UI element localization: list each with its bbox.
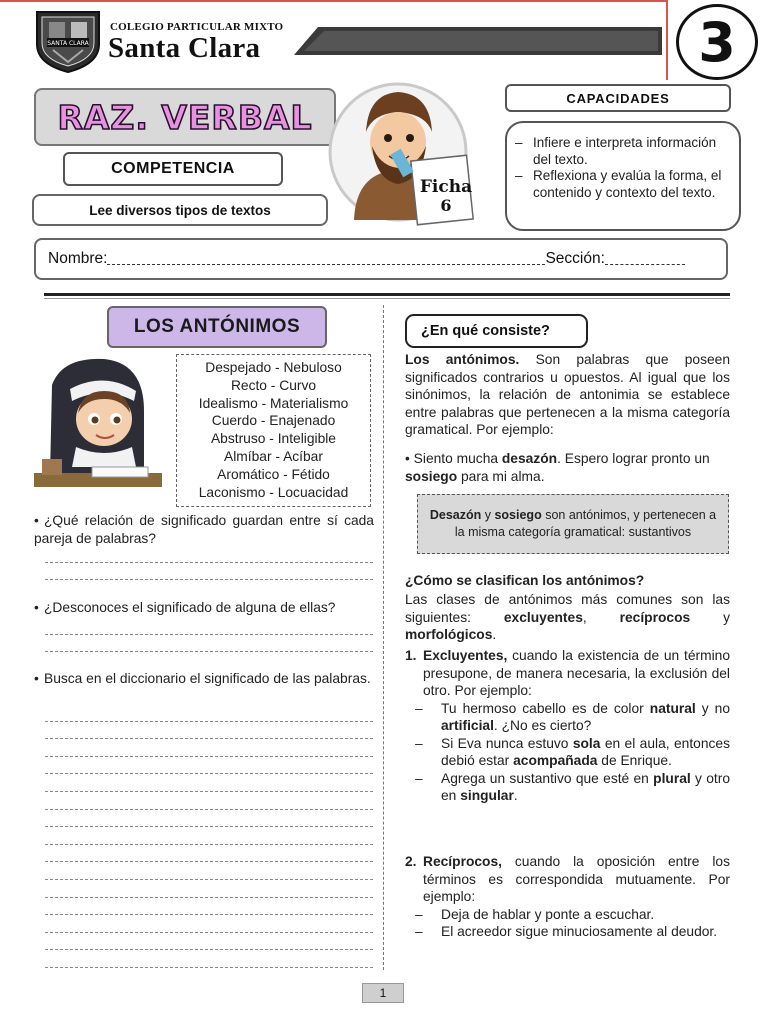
capacidad-item: – Reflexiona y evalúa la forma, el contenido y contexto del texto. bbox=[515, 168, 722, 200]
excluyentes-block: 1. Excluyentes, cuando la existencia de un término presupone, de manera necesaria, la exclusión del otro. Por ejemplo: – Tu hermoso cabello es de color natural y no artificial. ¿No es cierto? – Si Eva nunca estuvo sola en el aula, entonces debió estar acompañada de Enrique. – Agrega un sustantivo que esté en plural y otro en singular. bbox=[405, 648, 730, 803]
question-item: • ¿Qué relación de significado guardan entre sí cada pareja de palabras? bbox=[34, 513, 374, 546]
competencia-label: COMPETENCIA bbox=[63, 152, 283, 186]
answer-lines[interactable] bbox=[45, 545, 373, 580]
column-separator bbox=[383, 305, 384, 970]
example-item: – Si Eva nunca estuvo sola en el aula, entonces debió estar acompañada de Enrique. bbox=[415, 735, 730, 768]
ficha-number: 6 bbox=[440, 196, 452, 215]
section-label: Sección: bbox=[545, 250, 605, 267]
antonym-pair: Laconismo - Locuacidad bbox=[198, 484, 349, 500]
antonym-pair: Almíbar - Acíbar bbox=[224, 448, 323, 464]
school-name: Santa Clara bbox=[108, 32, 261, 64]
clasificacion-title: ¿Cómo se clasifican los antónimos? bbox=[405, 573, 645, 588]
capacidades-list bbox=[505, 121, 741, 231]
header-decorative-bar bbox=[290, 25, 670, 59]
clasificacion-intro: Las clases de antónimos más comunes son las siguientes: excluyentes, recíprocos y morfológicos. bbox=[405, 592, 730, 642]
section-field[interactable] bbox=[605, 253, 685, 265]
capacidad-item: – Infiere e interpreta información del texto. bbox=[515, 135, 717, 167]
ficha-label: Ficha bbox=[419, 177, 473, 197]
example-note-box: Desazón y sosiego son antónimos, y pertenecen a la misma categoría gramatical: sustantivos bbox=[417, 494, 729, 554]
school-shield-logo bbox=[33, 8, 103, 74]
antonym-pair: Idealismo - Materialismo bbox=[198, 395, 349, 411]
example-item: – El acreedor sigue minuciosamente al deudor. bbox=[415, 924, 718, 939]
page-number: 1 bbox=[362, 983, 404, 1003]
answer-lines[interactable] bbox=[45, 704, 373, 968]
subject-title-banner bbox=[34, 88, 336, 146]
definition-paragraph: Los antónimos. Son palabras que poseen significados contrarios u opuestos. Al igual que los sinónimos, la relación de antonimia se establece entre palabras que pertenecen a la misma categoría gramatical. Por ejemplo: bbox=[405, 352, 730, 437]
section-divider-thin bbox=[44, 298, 730, 299]
nun-student-illustration bbox=[32, 355, 164, 500]
competencia-text: Lee diversos tipos de textos bbox=[32, 194, 328, 226]
antonym-pair: Cuerdo - Enajenado bbox=[211, 413, 336, 429]
consiste-title: ¿En qué consiste? bbox=[405, 314, 588, 348]
example-item: – Agrega un sustantivo que esté en plural y otro en singular. bbox=[415, 770, 730, 803]
section-title: LOS ANTÓNIMOS bbox=[107, 306, 327, 348]
antonym-pair: Aromático - Fétido bbox=[217, 466, 330, 482]
antonym-pair: Recto - Curvo bbox=[230, 377, 317, 393]
capacidades-label: CAPACIDADES bbox=[505, 84, 731, 112]
reciprocos-block: 2. Recíprocos, cuando la oposición entre los términos es correspondida mutuamente. Por ejemplo: – Deja de hablar y ponte a escuchar. – El acreedor sigue minuciosamente al deudor. bbox=[405, 854, 730, 939]
antonym-pair: Despejado - Nebuloso bbox=[205, 360, 342, 375]
name-field[interactable] bbox=[107, 253, 545, 265]
header-top-line bbox=[0, 0, 668, 2]
grade-number: 3 bbox=[676, 4, 758, 80]
name-label: Nombre: bbox=[48, 250, 108, 267]
example-item: – Deja de hablar y ponte a escuchar. bbox=[415, 906, 655, 922]
section-divider bbox=[44, 293, 730, 296]
school-type: COLEGIO PARTICULAR MIXTO bbox=[110, 21, 284, 33]
antonym-pairs-box bbox=[176, 354, 371, 507]
answer-lines[interactable] bbox=[45, 617, 373, 652]
antonym-pair: Abstruso - Inteligible bbox=[210, 431, 336, 447]
friar-character-illustration bbox=[326, 80, 496, 230]
example-item: – Tu hermoso cabello es de color natural y no artificial. ¿No es cierto? bbox=[415, 700, 730, 733]
question-item: • ¿Desconoces el significado de alguna de ellas? bbox=[34, 600, 336, 615]
svg-text:SANTA CLARA: SANTA CLARA bbox=[47, 40, 89, 47]
subject-title: RAZ. VERBAL bbox=[57, 97, 313, 137]
student-info-box bbox=[34, 238, 728, 280]
question-item: • Busca en el diccionario el significado de las palabras. bbox=[34, 671, 371, 686]
example-sentence: • Siento mucha desazón. Espero lograr pronto un sosiego para mi alma. bbox=[405, 451, 710, 484]
